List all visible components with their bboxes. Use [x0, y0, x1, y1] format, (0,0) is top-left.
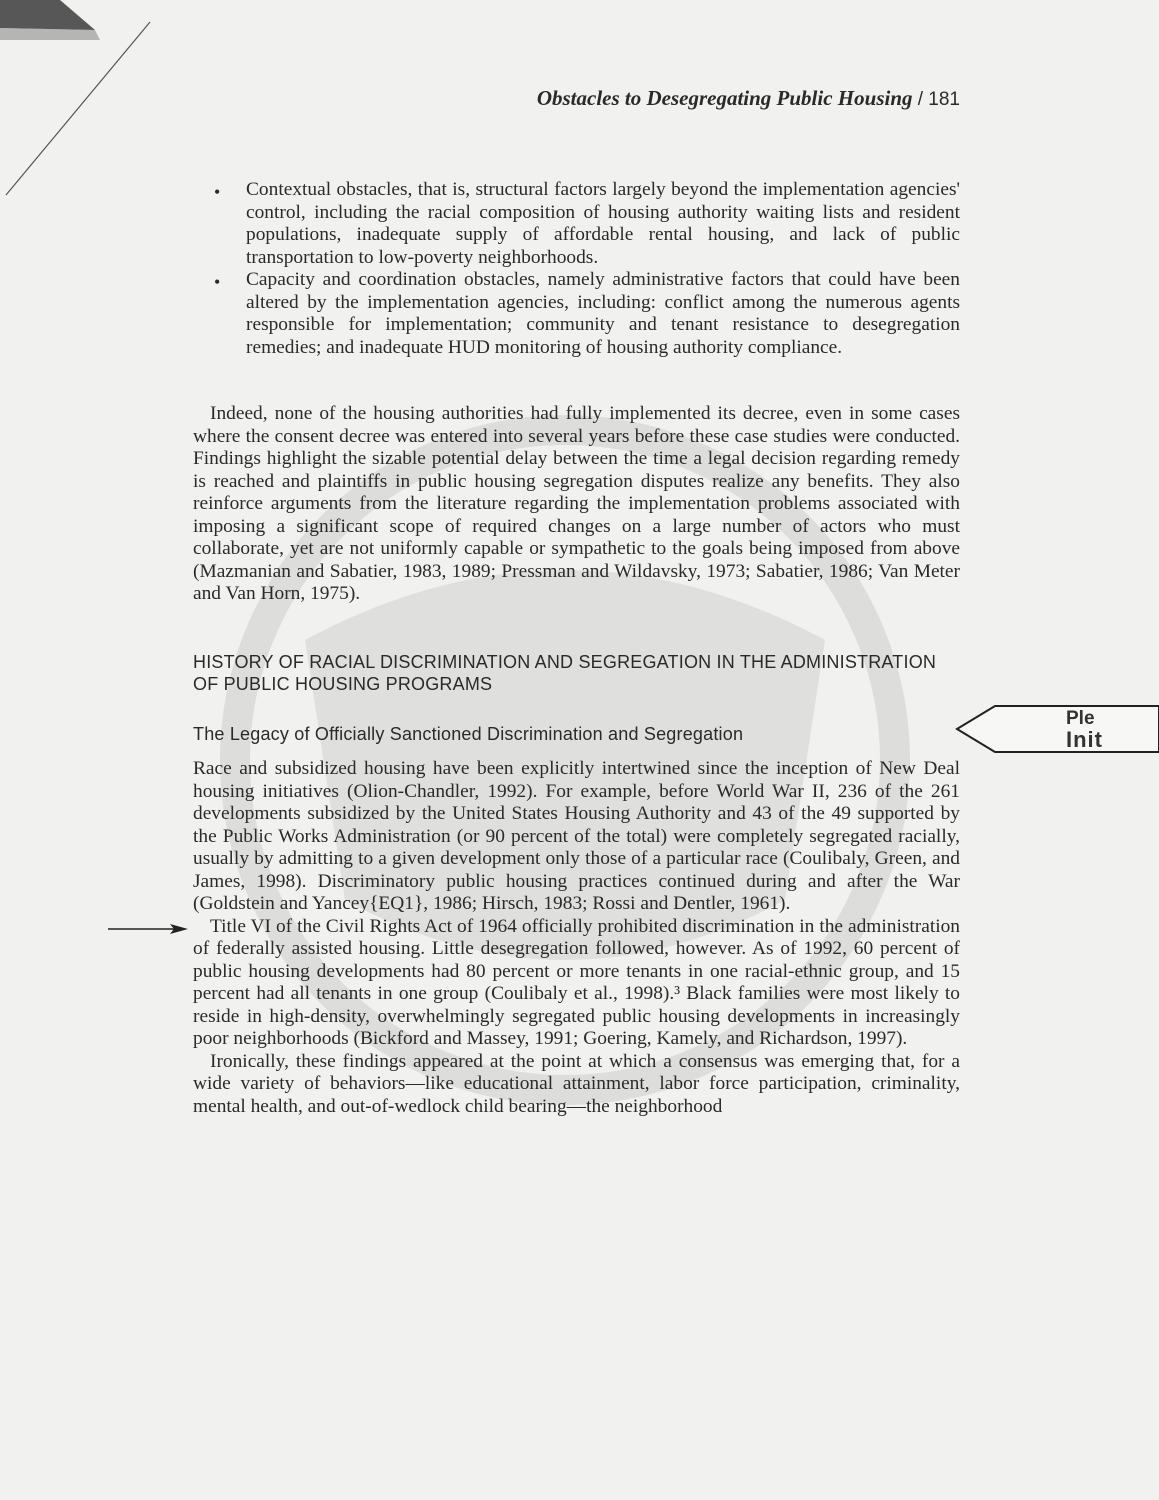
- paragraph-text: Race and subsidized housing have been explicitly intertwined since the inception of New Deal housing initiatives (Olion-Chandler, 1992). For example, before World War II, 236 of the 261 developments subsidized by the United States Housing Authority and 43 of the 49 supported by the Public Works Administration (or 90 percent of the total) were completely segregated racially, usually by admitting to a given development only those of a particular race (Coulibaly, Green, and James, 1998). Discriminatory public housing practices continued during and after the War (Goldstein and Yancey{EQ1}, 1986; Hirsch, 1983; Rossi and Dentler, 1961).: [193, 758, 960, 914]
- running-header: [480, 86, 960, 111]
- subsection-heading: The Legacy of Officially Sanctioned Discrimination and Segregation: [193, 724, 744, 744]
- paragraph-findings: [193, 403, 960, 606]
- paragraph-text: Ironically, these findings appeared at the point at which a consensus was emerging that, for a wide variety of behaviors—like educational attainment, labor force participation, criminality, mental health, and out-of-wedlock child bearing—the neighborhood: [193, 1050, 960, 1117]
- section-heading: HISTORY OF RACIAL DISCRIMINATION AND SEGREGATION IN THE ADMINISTRATION OF PUBLIC HOUSING PROGRAMS: [193, 652, 937, 694]
- bullet-icon: •: [214, 272, 221, 292]
- sign-here-tab: [955, 704, 1159, 754]
- margin-arrow-icon: [108, 923, 188, 935]
- bullet-item: [210, 269, 960, 359]
- page-number: 181: [928, 89, 960, 110]
- bullet-text: Capacity and coordination obstacles, namely administrative factors that could have been altered by the implementation agencies, including: conflict among the numerous agents responsible for implementation; community and tenant resistance to desegregation remedies; and inadequate HUD monitoring of housing authority compliance.: [246, 269, 960, 358]
- paragraph-legacy: [193, 758, 960, 1118]
- running-title: Obstacles to Desegregating Public Housing: [536, 86, 913, 110]
- bullet-item: [210, 179, 960, 269]
- header-separator: /: [917, 89, 924, 110]
- sign-here-tab-label: Ple Init: [1066, 708, 1103, 752]
- bullet-icon: •: [214, 182, 221, 202]
- cut-off-line: [193, 1163, 960, 1169]
- margin-pen-line: [0, 0, 200, 220]
- paragraph-text: Indeed, none of the housing authorities had fully implemented its decree, even in some cases where the consent decree was entered into several years before these case studies were conducted. Findings highlight the sizable potential delay between the time a legal decision regarding remedy is reached and plaintiffs in public housing segregation disputes realize any benefits. They also reinforce arguments from the literature regarding the implementation problems associated with imposing a significant scope of required changes on a large number of actors who must collaborate, yet are not uniformly capable or sympathetic to the goals being imposed from above (Mazmanian and Sabatier, 1983, 1989; Pressman and Wildavsky, 1973; Sabatier, 1986; Van Meter and Van Horn, 1975).: [193, 403, 960, 604]
- bullet-list: [210, 179, 960, 359]
- paragraph-text: Title VI of the Civil Rights Act of 1964 officially prohibited discrimination in the administration of federally assisted housing. Little desegregation followed, however. As of 1992, 60 percent of public housing developments had 80 percent or more tenants in one racial-ethnic group, and 15 percent had all tenants in one group (Coulibaly et al., 1998).³ Black families were most likely to reside in high-density, overwhelmingly segregated public housing developments in increasingly poor neighborhoods (Bickford and Massey, 1991; Goering, Kamely, and Richardson, 1997).: [193, 915, 960, 1049]
- bullet-text: Contextual obstacles, that is, structural factors largely beyond the implementation agencies' control, including the racial composition of housing authority waiting lists and resident populations, inadequate supply of affordable rental housing, and lack of public transportation to low-poverty neighborhoods.: [246, 179, 960, 268]
